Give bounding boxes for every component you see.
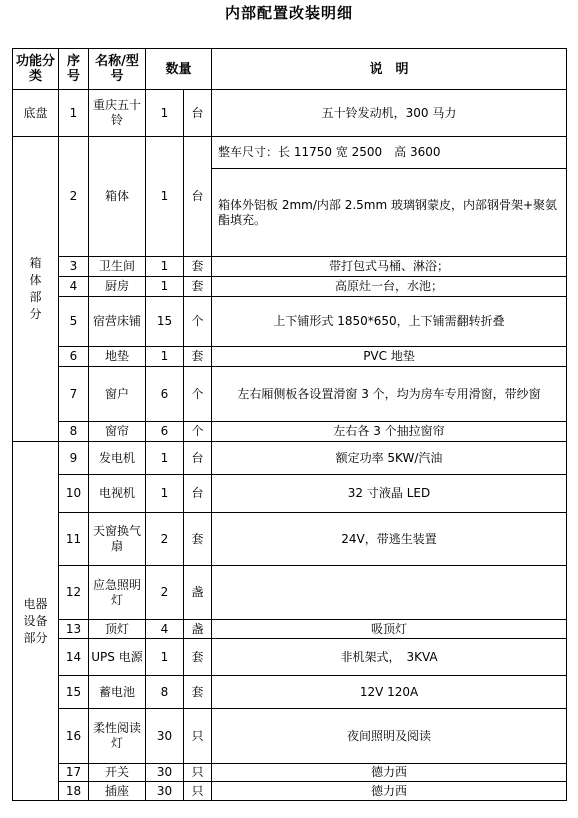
unit-cell: 套 — [184, 513, 212, 566]
count-cell: 4 — [146, 620, 184, 639]
desc-cell: 吸顶灯 — [212, 620, 567, 639]
desc-cell: 五十铃发动机，300 马力 — [212, 90, 567, 137]
desc-cell-2: 箱体外铝板 2mm/内部 2.5mm 玻璃钢蒙皮，内部钢骨架+聚氨酯填充。 — [212, 169, 567, 257]
unit-cell: 个 — [184, 297, 212, 347]
table-row — [13, 442, 567, 475]
name-cell: 地垫 — [89, 347, 146, 367]
unit-cell: 只 — [184, 764, 212, 782]
table-row — [13, 676, 567, 709]
desc-cell: 夜间照明及阅读 — [212, 709, 567, 764]
count-cell: 1 — [146, 639, 184, 676]
seq-cell: 5 — [59, 297, 89, 347]
desc-cell: 24V，带逃生装置 — [212, 513, 567, 566]
seq-cell: 12 — [59, 566, 89, 620]
count-cell: 6 — [146, 422, 184, 442]
table-row — [13, 297, 567, 347]
count-cell: 1 — [146, 137, 184, 257]
desc-cell: 上下铺形式 1850*650，上下铺需翻转折叠 — [212, 297, 567, 347]
desc-cell: 带打包式马桶、淋浴； — [212, 257, 567, 277]
unit-cell: 套 — [184, 277, 212, 297]
seq-cell: 9 — [59, 442, 89, 475]
seq-cell: 15 — [59, 676, 89, 709]
table-row — [13, 90, 567, 137]
table-row — [13, 513, 567, 566]
seq-cell: 2 — [59, 137, 89, 257]
name-cell: 箱体 — [89, 137, 146, 257]
name-cell: 发电机 — [89, 442, 146, 475]
seq-cell: 10 — [59, 475, 89, 513]
name-cell: 开关 — [89, 764, 146, 782]
seq-cell: 14 — [59, 639, 89, 676]
table-row — [13, 639, 567, 676]
count-cell: 1 — [146, 442, 184, 475]
config-table — [12, 48, 567, 801]
table-row — [13, 367, 567, 422]
header-desc: 说 明 — [212, 49, 567, 90]
unit-cell: 台 — [184, 90, 212, 137]
category-electrical-label: 电器设备部分 — [23, 596, 48, 645]
unit-cell: 套 — [184, 257, 212, 277]
seq-cell: 18 — [59, 782, 89, 801]
seq-cell: 16 — [59, 709, 89, 764]
name-cell: 蓄电池 — [89, 676, 146, 709]
category-chassis: 底盘 — [13, 90, 59, 137]
category-body — [13, 137, 59, 442]
unit-cell: 只 — [184, 709, 212, 764]
name-cell: 顶灯 — [89, 620, 146, 639]
count-cell: 1 — [146, 277, 184, 297]
header-name: 名称/型号 — [89, 49, 146, 90]
count-cell: 1 — [146, 475, 184, 513]
name-cell: 应急照明灯 — [89, 566, 146, 620]
seq-cell: 1 — [59, 90, 89, 137]
count-cell: 1 — [146, 90, 184, 137]
unit-cell: 盏 — [184, 620, 212, 639]
seq-cell: 13 — [59, 620, 89, 639]
desc-cell: 12V 120A — [212, 676, 567, 709]
count-cell: 1 — [146, 257, 184, 277]
table-row — [13, 475, 567, 513]
name-cell: 窗帘 — [89, 422, 146, 442]
table-row — [13, 422, 567, 442]
name-cell: 窗户 — [89, 367, 146, 422]
count-cell: 2 — [146, 566, 184, 620]
desc-cell: 德力西 — [212, 764, 567, 782]
desc-cell — [212, 566, 567, 620]
desc-cell: 高原灶一台，水池； — [212, 277, 567, 297]
seq-cell: 17 — [59, 764, 89, 782]
unit-cell: 个 — [184, 367, 212, 422]
unit-cell: 个 — [184, 422, 212, 442]
unit-cell: 台 — [184, 475, 212, 513]
desc-cell: 非机架式， 3KVA — [212, 639, 567, 676]
name-cell: 卫生间 — [89, 257, 146, 277]
count-cell: 30 — [146, 782, 184, 801]
header-category: 功能分类 — [13, 49, 59, 90]
unit-cell: 套 — [184, 639, 212, 676]
name-cell: UPS 电源 — [89, 639, 146, 676]
seq-cell: 11 — [59, 513, 89, 566]
desc-cell: 32 寸液晶 LED — [212, 475, 567, 513]
count-cell: 1 — [146, 347, 184, 367]
desc-cell: 额定功率 5KW/汽油 — [212, 442, 567, 475]
table-row — [13, 257, 567, 277]
desc-cell: 左右厢侧板各设置滑窗 3 个，均为房车专用滑窗，带纱窗 — [212, 367, 567, 422]
name-cell: 柔性阅读灯 — [89, 709, 146, 764]
count-cell: 30 — [146, 764, 184, 782]
table-row — [13, 709, 567, 764]
name-cell: 插座 — [89, 782, 146, 801]
name-cell: 重庆五十铃 — [89, 90, 146, 137]
seq-cell: 4 — [59, 277, 89, 297]
category-electrical — [13, 442, 59, 801]
desc-cell: 整车尺寸：长 11750 宽 2500 高 3600 — [212, 137, 567, 169]
count-cell: 6 — [146, 367, 184, 422]
desc-cell: PVC 地垫 — [212, 347, 567, 367]
name-cell: 厨房 — [89, 277, 146, 297]
unit-cell: 只 — [184, 782, 212, 801]
table-row — [13, 764, 567, 782]
header-row — [13, 49, 567, 90]
count-cell: 15 — [146, 297, 184, 347]
seq-cell: 3 — [59, 257, 89, 277]
unit-cell: 套 — [184, 676, 212, 709]
seq-cell: 8 — [59, 422, 89, 442]
unit-cell: 盏 — [184, 566, 212, 620]
header-seq: 序号 — [59, 49, 89, 90]
count-cell: 2 — [146, 513, 184, 566]
name-cell: 宿营床铺 — [89, 297, 146, 347]
count-cell: 8 — [146, 676, 184, 709]
header-qty: 数量 — [146, 49, 212, 90]
page-title: 内部配置改装明细 — [224, 4, 353, 22]
name-cell: 天窗换气扇 — [89, 513, 146, 566]
table-row — [13, 566, 567, 620]
seq-cell: 6 — [59, 347, 89, 367]
unit-cell: 套 — [184, 347, 212, 367]
name-cell: 电视机 — [89, 475, 146, 513]
count-cell: 30 — [146, 709, 184, 764]
unit-cell: 台 — [184, 442, 212, 475]
table-row — [13, 347, 567, 367]
desc-cell: 左右各 3 个抽拉窗帘 — [212, 422, 567, 442]
category-body-label: 箱体部分 — [29, 256, 42, 321]
unit-cell: 台 — [184, 137, 212, 257]
table-row — [13, 277, 567, 297]
table-row — [13, 620, 567, 639]
seq-cell: 7 — [59, 367, 89, 422]
desc-cell: 德力西 — [212, 782, 567, 801]
table-row — [13, 137, 567, 169]
table-row — [13, 782, 567, 801]
